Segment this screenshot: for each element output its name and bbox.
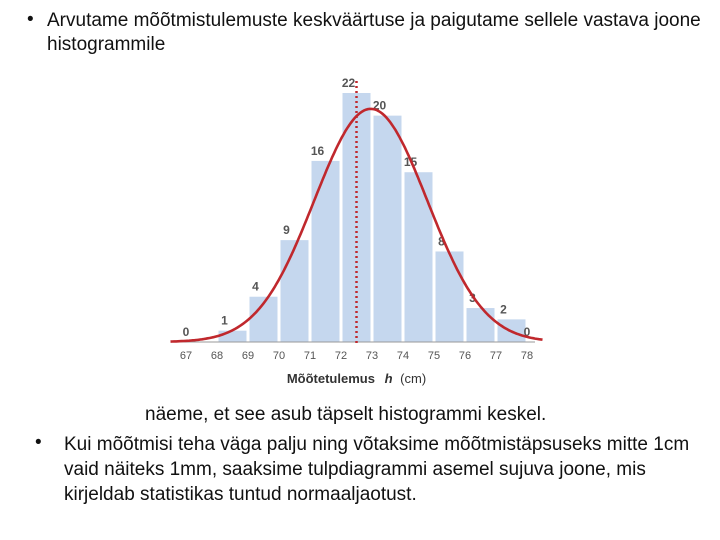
x-axis-label-main: Mõõtetulemus bbox=[286, 371, 375, 386]
x-tick-68: 68 bbox=[210, 350, 224, 362]
bar-73 bbox=[374, 116, 402, 342]
bullet-text-1: Arvutame mõõtmistulemuste keskväärtuse ja paigutame sellele vastava joone histogrammile bbox=[47, 10, 701, 55]
bar-76 bbox=[467, 308, 495, 342]
bullet-marker: • bbox=[35, 432, 42, 453]
value-label-70: 9 bbox=[283, 223, 290, 238]
x-tick-70: 70 bbox=[272, 350, 286, 362]
bar-68 bbox=[219, 331, 247, 342]
x-axis-label-var: h bbox=[384, 371, 393, 386]
x-tick-77: 77 bbox=[489, 350, 503, 362]
bar-71 bbox=[312, 161, 340, 342]
value-label-73: 20 bbox=[372, 98, 387, 113]
value-label-77: 2 bbox=[500, 302, 507, 317]
x-tick-75: 75 bbox=[427, 350, 441, 362]
value-label-75: 8 bbox=[438, 234, 445, 249]
x-tick-76: 76 bbox=[458, 350, 472, 362]
bullet-text-2: Kui mõõtmisi teha väga palju ning võtaksime mõõtmistäpsuseks mitte 1cm vaid näiteks 1mm, saaksime tulpdiagrammi asemel sujuva joone, mis kirjeldab statistikas tuntud normaaljaotust. bbox=[64, 434, 690, 505]
value-label-78: 0 bbox=[523, 325, 531, 339]
value-label-67: 0 bbox=[182, 325, 190, 339]
value-label-71: 16 bbox=[310, 143, 325, 158]
value-label-74: 15 bbox=[403, 155, 418, 170]
middle-text: näeme, et see asub täpselt histogrammi keskel. bbox=[145, 404, 547, 425]
value-label-72: 22 bbox=[341, 76, 356, 90]
x-axis-label bbox=[287, 371, 426, 386]
bar-70 bbox=[281, 240, 309, 342]
x-tick-74: 74 bbox=[396, 350, 410, 362]
bullet-marker: • bbox=[27, 9, 34, 30]
x-tick-labels bbox=[180, 350, 533, 362]
x-tick-67: 67 bbox=[179, 350, 193, 362]
x-axis-label-unit: (cm) bbox=[400, 371, 427, 386]
bar-75 bbox=[436, 251, 464, 342]
value-label-69: 4 bbox=[252, 279, 259, 294]
x-tick-78: 78 bbox=[520, 350, 534, 362]
x-tick-72: 72 bbox=[334, 350, 348, 362]
value-label-68: 1 bbox=[221, 313, 228, 328]
x-tick-69: 69 bbox=[241, 350, 255, 362]
x-tick-71: 71 bbox=[303, 350, 317, 362]
histogram-chart bbox=[168, 70, 548, 390]
x-tick-73: 73 bbox=[365, 350, 379, 362]
value-label-76: 3 bbox=[469, 291, 476, 306]
bar-74 bbox=[405, 172, 433, 342]
